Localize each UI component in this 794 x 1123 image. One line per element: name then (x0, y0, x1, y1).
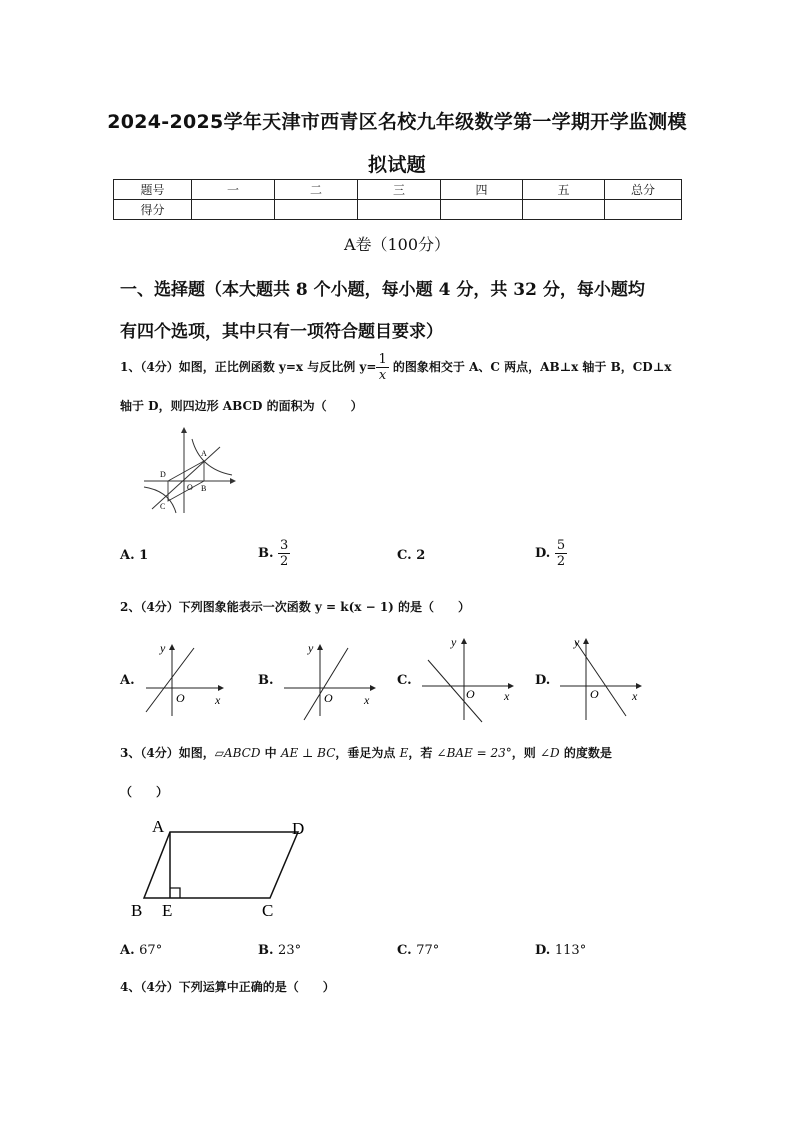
q1-label-d: D (160, 470, 166, 479)
score-table (113, 179, 682, 220)
q2-stem: 2、（4分）下列图象能表示一次函数 y = k(x − 1) 的是（ ） (120, 600, 471, 614)
q2-d-x-label: x (632, 689, 638, 703)
q1-option-b-den: 2 (280, 554, 289, 569)
paper-part-label: A卷（100分） (343, 235, 451, 254)
q1-prefix: 1、（4分）如图，正比例函数 y=x 与反比例 y= (120, 360, 377, 374)
score-header-cell: 题号 (114, 180, 192, 200)
q3-option-c[interactable] (397, 943, 439, 958)
q1-option-d-frac (555, 538, 567, 569)
q1-figure (140, 425, 240, 520)
q3-option-b-letter: B. (258, 943, 274, 958)
score-cell (605, 200, 682, 220)
q2-option-c-letter[interactable]: C. (397, 673, 412, 688)
q2-c-origin-label: O (466, 687, 475, 701)
score-header-cell: 四 (441, 180, 523, 200)
score-cell (275, 200, 358, 220)
q1-option-d[interactable] (535, 538, 567, 569)
q2-b-x-label: x (364, 693, 370, 707)
q3-angle: ∠BAE = 23° (436, 746, 512, 760)
q3-mid3: ，若 (408, 746, 437, 760)
score-table-header-row (114, 180, 682, 200)
q3-label-e: E (162, 901, 173, 920)
q3-parallelogram (144, 832, 298, 898)
q1-stem-line1 (120, 352, 671, 383)
q1-option-a[interactable] (120, 548, 148, 563)
q3-figure (128, 812, 328, 922)
score-cell (192, 200, 275, 220)
q3-option-d-letter: D. (535, 943, 551, 958)
score-table-score-row (114, 200, 682, 220)
q2-a-origin-label: O (176, 691, 185, 705)
q3-option-b[interactable] (258, 943, 301, 958)
q3-shape: ▱ABCD (214, 746, 261, 760)
q2-graph-b[interactable] (280, 640, 380, 720)
q3-point-e: E (399, 746, 409, 760)
q2-b-y-label: y (308, 641, 314, 655)
q3-option-b-value: 23° (278, 943, 302, 958)
q1-option-a-value: 1 (139, 548, 149, 563)
q3-option-c-value: 77° (416, 943, 440, 958)
q2-option-b-letter[interactable]: B. (258, 673, 274, 688)
q2-d-y-label: y (574, 635, 580, 649)
q2-a-x-label: x (215, 693, 221, 707)
q2-b-origin-label: O (324, 691, 333, 705)
score-row-label: 得分 (114, 200, 192, 220)
q1-option-d-letter: D. (535, 546, 551, 561)
q2-graph-d[interactable] (556, 634, 656, 724)
q1-option-a-letter: A. (120, 548, 135, 563)
q2-a-y-label: y (160, 641, 166, 655)
q3-mid4: ，则 (511, 746, 540, 760)
q3-label-d: D (292, 819, 305, 838)
score-cell (441, 200, 523, 220)
q3-label-b: B (131, 901, 143, 920)
q3-option-c-letter: C. (397, 943, 412, 958)
q4-stem: 4、（4分）下列运算中正确的是（ ） (120, 980, 335, 994)
q1-option-b[interactable] (258, 538, 290, 569)
q3-perp: AE ⊥ BC (280, 746, 336, 760)
q2-c-x-label: x (504, 689, 510, 703)
q3-mid2: ，垂足为点 (335, 746, 400, 760)
q3-option-d[interactable] (535, 943, 586, 958)
q1-frac-den: x (378, 368, 387, 383)
score-header-cell: 总分 (605, 180, 682, 200)
q1-stem-line2: 轴于 D，则四边形 ABCD 的面积为（ ） (120, 399, 363, 413)
score-cell (358, 200, 441, 220)
q1-suffix: 的图象相交于 A、C 两点，AB⊥x 轴于 B，CD⊥x (388, 360, 672, 374)
score-header-cell: 五 (523, 180, 605, 200)
q3-right-angle-mark (170, 888, 180, 898)
q1-option-c[interactable] (397, 548, 425, 563)
q2-option-a-letter[interactable]: A. (120, 673, 135, 688)
q3-stem-line2: （ ） (120, 785, 169, 799)
q1-fraction (376, 352, 388, 383)
q1-y-arrow (181, 427, 187, 433)
q1-hyperbola-right (192, 439, 232, 475)
q3-option-d-value: 113° (554, 943, 587, 958)
q3-option-a-value: 67° (139, 943, 163, 958)
q1-option-d-den: 2 (556, 554, 566, 569)
q1-option-c-letter: C. (397, 548, 412, 563)
score-cell (523, 200, 605, 220)
score-header-cell: 三 (358, 180, 441, 200)
q1-label-c: C (160, 502, 166, 511)
q1-label-b: B (201, 484, 207, 493)
section-heading-line1: 一、选择题（本大题共 8 个小题，每小题 4 分，共 32 分，每小题均 (120, 280, 645, 300)
q1-frac-num: 1 (378, 352, 387, 367)
q1-option-d-num: 5 (556, 538, 566, 553)
q3-mid1: 中 (260, 746, 281, 760)
q3-option-a-letter: A. (120, 943, 135, 958)
q1-option-b-frac (278, 538, 290, 569)
q3-suffix: 的度数是 (559, 746, 612, 760)
q1-x-arrow (230, 478, 236, 484)
q3-prefix: 3、（4分）如图， (120, 746, 215, 760)
q3-stem-line1 (120, 744, 612, 761)
q3-label-a: A (152, 817, 165, 836)
section-heading-line2: 有四个选项，其中只有一项符合题目要求） (120, 322, 443, 342)
q1-label-o: O (187, 483, 193, 492)
q2-graph-a[interactable] (140, 640, 230, 720)
q1-option-b-letter: B. (258, 546, 274, 561)
q3-angle-d: ∠D (539, 746, 560, 760)
exam-title-line1: 2024-2025学年天津市西青区名校九年级数学第一学期开学监测模 (107, 111, 687, 133)
q1-option-c-value: 2 (416, 548, 426, 563)
q2-graph-c[interactable] (418, 634, 518, 724)
q1-label-a: A (201, 449, 207, 458)
q2-option-d-letter[interactable]: D. (535, 673, 551, 688)
q3-option-a[interactable] (120, 943, 162, 958)
q1-option-b-num: 3 (280, 538, 289, 553)
exam-title-line2: 拟试题 (368, 154, 426, 176)
score-header-cell: 一 (192, 180, 275, 200)
q3-label-c: C (262, 901, 274, 920)
score-header-cell: 二 (275, 180, 358, 200)
q2-c-y-label: y (451, 635, 457, 649)
q2-d-origin-label: O (590, 687, 599, 701)
